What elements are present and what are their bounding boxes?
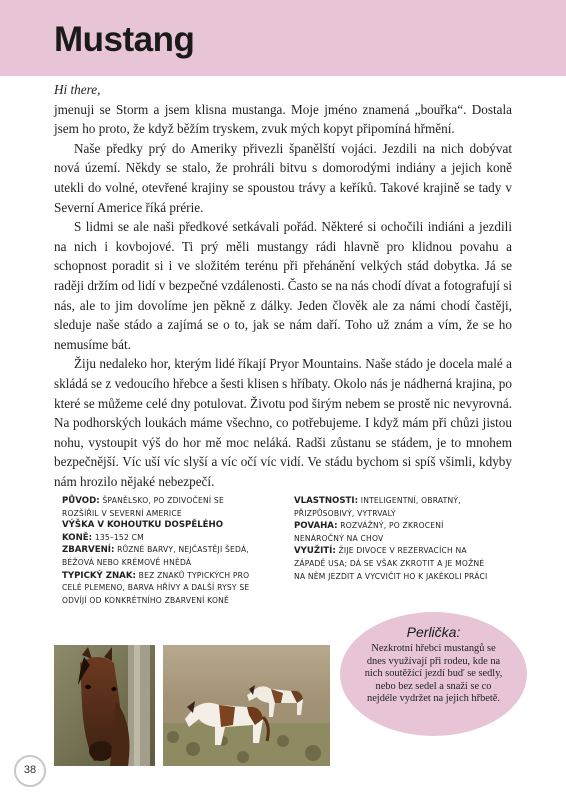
fact-key: VÝŠKA V KOHOUTKU DOSPĚLÉHO KONĚ: (62, 520, 224, 543)
fact-key: VLASTNOSTI: (294, 496, 359, 506)
fun-fact-text: Nezkrotní hřebci mustangů se dnes využívají při rodeu, kde na nich soutěžící jezdí buď se sedly, nebo bez sedel a snaží se co nejdéle vydržet na jejich hřbetě. (364, 643, 503, 705)
fun-fact-title: Perlička: (406, 624, 461, 640)
fact-key: POVAHA: (294, 521, 338, 532)
fact-traits (294, 495, 494, 520)
fact-key: PŮVOD: (62, 496, 100, 506)
fun-fact-bubble (340, 612, 527, 736)
paragraph: jmenuji se Storm a jsem klisna mustanga. Moje jméno znamená „bouřka“. Dostala jsem ho proto, že když běžím tryskem, zvuk mých kopyt připomíná hřmění. (54, 101, 512, 137)
horse-head-photo (54, 645, 155, 766)
fact-key: VYUŽITÍ: (294, 546, 336, 557)
fact-typical-mark (62, 570, 256, 608)
facts-right-column (294, 495, 494, 583)
fact-value: ROZVÁŽNÝ, PO ZKROCENÍ NENÁROČNÝ NA CHOV (294, 521, 444, 543)
fact-value: ŠPANĚLSKO, PO ZDIVOČENÍ SE ROZŠÍŘIL V SEVERNÍ AMERICE (62, 496, 224, 518)
page-number: 38 (23, 764, 37, 776)
fact-temperament (294, 520, 494, 545)
fact-value: 135–152 CM (94, 532, 144, 542)
fact-use (294, 545, 494, 583)
story-text (54, 80, 512, 491)
fact-origin (62, 495, 256, 520)
fact-value: BEZ ZNAKŮ TYPICKÝCH PRO CELÉ PLEMENO, BARVA HŘÍVY A DALŠÍ RYSY SE ODVÍJÍ OD KONKRÉTNÍHO ZBARVENÍ KONĚ (62, 570, 250, 605)
fact-value: ŽIJE DIVOCE V REZERVACÍCH NA ZÁPADĚ USA; DÁ SE VŠAK ZKROTIT A JE MOŽNÉ NA NĚM JEZDIT A VYCVIČIT HO K JAKÉKOLI PRÁCI (294, 546, 488, 581)
fact-height (62, 520, 256, 544)
horse-herd-photo (163, 645, 330, 766)
fact-value: RŮZNÉ BARVY, NEJČASTĚJI ŠEDÁ, BÉŽOVÁ NEBO KRÉMOVĚ HNĚDÁ (62, 545, 249, 567)
paragraph: Naše předky prý do Ameriky přivezli španělští vojáci. Jezdili na nich dobývat nová území. Někdy se stalo, že prohráli bitvu s domorodými indiány a jejich koně utekli do volné, otevřené krajiny se spoustou trávy a keříků. Takové krajině se tady v Severní Americe říká prérie. (54, 140, 512, 215)
fact-value: INTELIGENTNÍ, OBRATNÝ, PŘIZPŮSOBIVÝ, VYTRVALÝ (294, 496, 461, 518)
page-number-badge (14, 755, 46, 787)
paragraph: S lidmi se ale naši předkové setkávali pořád. Některé si ochočili indiáni a jezdili na nich i kovbojové. Ti prý měli mustangy rádi hlavně pro klidnou povahu a schopnost poradit si i ve složitém terénu při přehánění velkých stád dobytka. Já se raději držím od lidí v bezpečné vzdálenosti. Často se na nás chodí dívat a fotografují si nás, ale to jim dovolíme jen pěkně z dálky. Jeden člověk ale za námi chodí častěji, sleduje naše stádo a zajímá se o to, jak se nám daří. Toho už znám a vím, že se ho nemusíme bát. (54, 219, 512, 352)
page-title: Mustang (54, 20, 195, 59)
fact-key: ZBARVENÍ: (62, 545, 115, 556)
facts-left-column (62, 495, 256, 607)
paragraph: Žiju nedaleko hor, kterým lidé říkají Pryor Mountains. Naše stádo je docela malé a skládá se z vedoucího hřebce a šesti klisen s hříbaty. Okolo nás je nádherná krajina, po které se můžeme celé dny potulovat. Životu pod širým nebem se prostě nic nevyrovná. Na podhorských loukách máme všechno, co potřebujeme. I když mám při chůzi jistou nohu, vystoupit výš do hor mě moc neláká. Radši zůstanu se stádem, je to mnohem bezpečnější. Víc uší víc slyší a víc očí víc vidí. Ve stádu bychom si spíš všimli, kdyby nám hrozilo nějaké nebezpečí. (54, 356, 512, 489)
greeting: Hi there, (54, 82, 101, 97)
fact-key: TYPICKÝ ZNAK: (62, 570, 136, 581)
fact-coloring (62, 544, 256, 569)
